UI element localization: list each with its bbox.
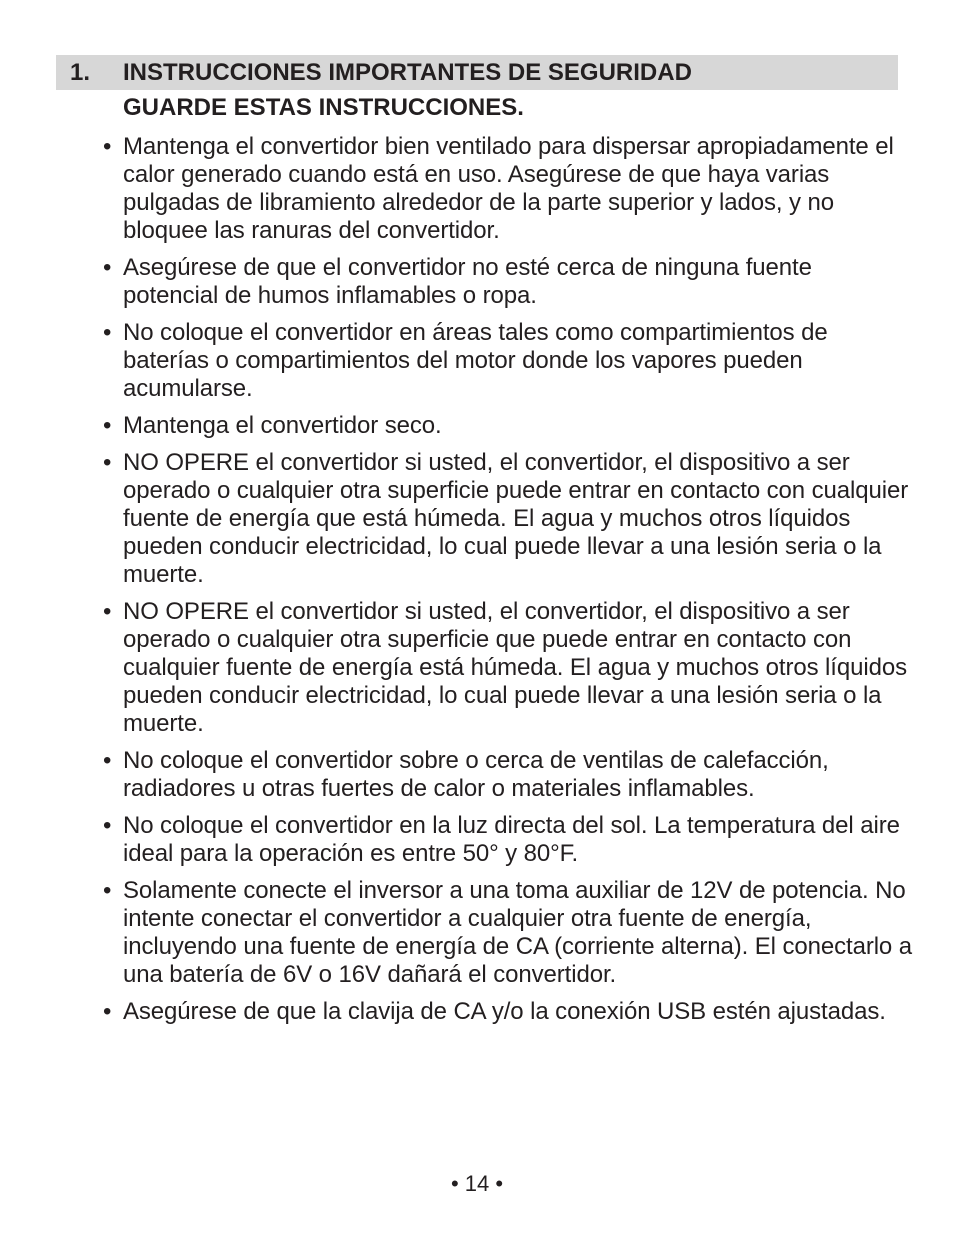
- bullet-icon: •: [103, 877, 112, 904]
- list-item-text: Mantenga el convertidor bien ventilado para dispersar apropiadamente el calor generado cuando está en uso. Asegúrese de que haya varias pulgadas de libramiento alrededor de la parte superior y lados, y no bloquee las ranuras del convertidor.: [123, 133, 894, 244]
- list-item-text: NO OPERE el convertidor si usted, el convertidor, el dispositivo a ser operado o cualquier otra superficie puede entrar en contacto con cualquier fuente de energía que está húmeda. El agua y muchos otros líquidos pueden conducir electricidad, lo cual puede llevar a una lesión seria o la muerte.: [123, 449, 909, 588]
- list-item: [0, 449, 913, 589]
- section-header: [56, 55, 898, 90]
- list-item: [0, 998, 913, 1026]
- list-item-text: No coloque el convertidor en áreas tales como compartimientos de baterías o compartimientos del motor donde los vapores pueden acumularse.: [123, 319, 828, 402]
- section-title: INSTRUCCIONES IMPORTANTES DE SEGURIDAD: [123, 59, 692, 86]
- bullet-icon: •: [103, 598, 112, 625]
- list-item-text: Asegúrese de que el convertidor no esté cerca de ninguna fuente potencial de humos inflamables o ropa.: [123, 254, 812, 309]
- bullet-icon: •: [103, 998, 112, 1025]
- bullet-icon: •: [103, 412, 112, 439]
- list-item: [0, 747, 913, 803]
- bullet-icon: •: [103, 254, 112, 281]
- list-item-text: Mantenga el convertidor seco.: [123, 412, 442, 439]
- page-number: • 14 •: [450, 1171, 504, 1196]
- section-number: 1.: [70, 59, 91, 86]
- bullet-icon: •: [103, 449, 112, 476]
- list-item: [0, 133, 913, 245]
- bullet-icon: •: [103, 747, 112, 774]
- list-item: [0, 254, 913, 310]
- list-item-text: Solamente conecte el inversor a una toma auxiliar de 12V de potencia. No intente conectar el convertidor a cualquier otra fuente de energía, incluyendo una fuente de energía de CA (corriente alterna). El conectarlo a una batería de 6V o 16V dañará el convertidor.: [123, 877, 913, 988]
- list-item: [0, 812, 913, 868]
- bullet-icon: •: [103, 133, 112, 160]
- list-item-text: No coloque el convertidor sobre o cerca de ventilas de calefacción, radiadores u otras fuertes de calor o materiales inflamables.: [123, 747, 829, 802]
- list-item: [0, 877, 913, 989]
- list-item-text: No coloque el convertidor en la luz directa del sol. La temperatura del aire ideal para la operación es entre 50° y 80°F.: [123, 812, 900, 867]
- list-item: [0, 412, 913, 440]
- list-item: [0, 319, 913, 403]
- list-item-text: NO OPERE el convertidor si usted, el convertidor, el dispositivo a ser operado o cualquier otra superficie que puede entrar en contacto con cualquier fuente de energía está húmeda. El agua y muchos otros líquidos pueden conducir electricidad, lo cual puede llevar a una lesión seria o la muerte.: [123, 598, 907, 737]
- bullet-icon: •: [103, 812, 112, 839]
- list-item-text: Asegúrese de que la clavija de CA y/o la conexión USB estén ajustadas.: [123, 998, 886, 1025]
- safety-instructions-list: [0, 133, 954, 1035]
- bullet-icon: •: [103, 319, 112, 346]
- list-item: [0, 598, 913, 738]
- section-subtitle: GUARDE ESTAS INSTRUCCIONES.: [123, 94, 524, 121]
